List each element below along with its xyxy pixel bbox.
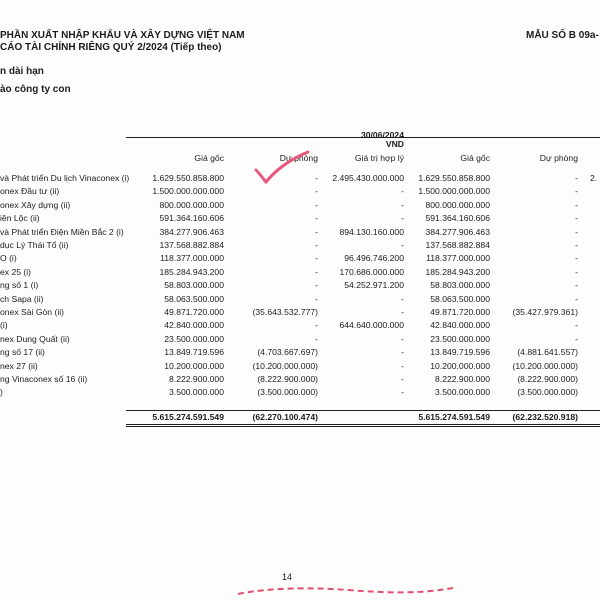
- column-header-cost-prior: Giá gốc: [460, 153, 490, 163]
- row-cell-c4: 185.284.943.200: [425, 267, 490, 277]
- row-cell-c3: -: [401, 240, 404, 250]
- form-code: MẪU SỐ B 09a-: [526, 30, 599, 41]
- row-label: onex Xây dựng (ii): [0, 200, 71, 210]
- row-cell-c5: -: [575, 240, 578, 250]
- row-cell-c2: -: [315, 253, 318, 263]
- row-cell-c1: 42.840.000.000: [164, 320, 224, 330]
- row-label: nex Dung Quất (ii): [0, 334, 70, 344]
- row-cell-c2: -: [315, 213, 318, 223]
- column-header-provision-prior: Dự phòng: [539, 153, 578, 163]
- row-cell-c5: -: [575, 334, 578, 344]
- total-provision: (62.270.100.474): [252, 412, 318, 422]
- row-cell-c3: 170.686.000.000: [339, 267, 404, 277]
- period-label: 30/06/2024: [360, 130, 404, 140]
- row-cell-c3: -: [401, 186, 404, 196]
- row-cell-c4: 3.500.000.000: [435, 387, 490, 397]
- row-cell-c2: -: [315, 320, 318, 330]
- row-cell-c3: -: [401, 347, 404, 357]
- total-cost-prior: 5.615.274.591.549: [418, 412, 490, 422]
- row-cell-c3: -: [401, 334, 404, 344]
- row-cell-c1: 23.500.000.000: [164, 334, 224, 344]
- row-cell-c1: 800.000.000.000: [159, 200, 224, 210]
- row-cell-c4: 58.063.500.000: [430, 294, 490, 304]
- section-subtitle: ào công ty con: [0, 84, 71, 95]
- currency-label: VND: [385, 139, 404, 149]
- row-label: ): [0, 387, 3, 397]
- row-cell-c5: (3.500.000.000): [517, 387, 578, 397]
- column-header-fair-value: Giá trị hợp lý: [354, 153, 404, 163]
- total-bottom-rule: [126, 424, 600, 425]
- row-cell-c5: (8.222.900.000): [517, 374, 578, 384]
- row-cell-c1: 118.377.000.000: [160, 253, 224, 263]
- row-cell-c4: 58.803.000.000: [430, 280, 490, 290]
- row-cell-c3: -: [401, 374, 404, 384]
- row-cell-c4: 8.222.900.000: [435, 374, 490, 384]
- row-cell-c5: -: [575, 186, 578, 196]
- row-cell-c5: -: [575, 173, 578, 183]
- row-label: ng số 17 (ii): [0, 347, 45, 357]
- row-cell-c4: 384.277.906.463: [425, 227, 490, 237]
- row-cell-c4: 137.568.882.884: [425, 240, 490, 250]
- total-provision-prior: (62.232.520.918): [512, 412, 578, 422]
- row-cell-c5: -: [575, 213, 578, 223]
- row-cell-c1: 591.364.160.606: [159, 213, 224, 223]
- row-cell-c2: -: [315, 200, 318, 210]
- total-top-rule: [126, 410, 600, 411]
- row-cell-c3: 644.640.000.000: [339, 320, 404, 330]
- row-cell-c2: -: [315, 280, 318, 290]
- row-cell-c2: -: [315, 267, 318, 277]
- row-label: onex Đầu tư (ii): [0, 186, 60, 196]
- row-label: O (i): [0, 253, 17, 263]
- row-cell-c3: 96.496.746.200: [344, 253, 404, 263]
- row-cell-c5: -: [575, 267, 578, 277]
- row-cell-c2: (35.643.532.777): [252, 307, 318, 317]
- row-cell-c1: 49.871.720.000: [164, 307, 224, 317]
- row-cell-c5: -: [575, 253, 578, 263]
- row-cell-c4: 800.000.000.000: [425, 200, 490, 210]
- row-cell-c2: (8.222.900.000): [257, 374, 318, 384]
- row-cell-c1: 3.500.000.000: [169, 387, 224, 397]
- row-cell-c3: -: [401, 200, 404, 210]
- column-header-provision: Dự phòng: [279, 153, 318, 163]
- row-cell-c3: -: [401, 213, 404, 223]
- row-cell-c2: (10.200.000.000): [252, 361, 318, 371]
- row-cell-c4: 118.377.000.000: [426, 253, 490, 263]
- row-cell-c2: -: [315, 240, 318, 250]
- row-cell-c4: 13.849.719.596: [430, 347, 490, 357]
- row-cell-c2: -: [315, 294, 318, 304]
- row-label: và Phát triển Điện Miền Bắc 2 (i): [0, 227, 124, 237]
- row-cell-c5: -: [575, 280, 578, 290]
- row-cell-c2: (4.703.667.697): [257, 347, 318, 357]
- page-number: 14: [282, 572, 293, 582]
- row-label: ex 25 (i): [0, 267, 32, 277]
- row-cell-c1: 1.629.550.858.800: [152, 173, 224, 183]
- row-cell-c4: 49.871.720.000: [430, 307, 490, 317]
- company-name: PHẦN XUẤT NHẬP KHẨU VÀ XÂY DỰNG VIỆT NAM: [0, 30, 245, 41]
- row-cell-c3: 54.252.971.200: [344, 280, 404, 290]
- row-cell-c5: -: [575, 200, 578, 210]
- row-cell-c2: -: [315, 227, 318, 237]
- row-cell-c2: (3.500.000.000): [257, 387, 318, 397]
- row-cell-c1: 13.849.719.596: [164, 347, 224, 357]
- row-cell-c4: 1.629.550.858.800: [418, 173, 490, 183]
- row-cell-c4: 1.500.000.000.000: [418, 186, 490, 196]
- row-label: (i): [0, 320, 8, 330]
- row-cell-c4: 42.840.000.000: [430, 320, 490, 330]
- row-cell-c2: -: [315, 173, 318, 183]
- total-bottom-rule-2: [126, 426, 600, 427]
- row-cell-c3: -: [401, 307, 404, 317]
- stamp-mark-icon: [228, 582, 458, 600]
- row-cell-c2: -: [315, 186, 318, 196]
- row-cell-c5: (35.427.979.361): [512, 307, 578, 317]
- row-cell-c3: 894.130.160.000: [339, 227, 404, 237]
- row-cell-c6: 2.: [590, 173, 598, 183]
- row-cell-c1: 384.277.906.463: [159, 227, 224, 237]
- row-cell-c1: 58.803.000.000: [164, 280, 224, 290]
- row-cell-c2: -: [315, 334, 318, 344]
- row-label: và Phát triển Du lịch Vinaconex (i): [0, 173, 130, 183]
- row-cell-c1: 10.200.000.000: [164, 361, 224, 371]
- row-label: ng số 1 (i): [0, 280, 39, 290]
- row-cell-c1: 8.222.900.000: [169, 374, 224, 384]
- row-cell-c1: 58.063.500.000: [164, 294, 224, 304]
- row-cell-c3: -: [401, 361, 404, 371]
- row-cell-c5: (4.881.641.557): [517, 347, 578, 357]
- report-title: CÁO TÀI CHÍNH RIÊNG QUÝ 2/2024 (Tiếp theo): [0, 42, 222, 53]
- row-cell-c5: -: [575, 320, 578, 330]
- row-cell-c4: 10.200.000.000: [430, 361, 490, 371]
- row-cell-c5: (10.200.000.000): [512, 361, 578, 371]
- row-label: nex 27 (ii): [0, 361, 38, 371]
- row-cell-c4: 591.364.160.606: [425, 213, 490, 223]
- total-cost: 5.615.274.591.549: [152, 412, 224, 422]
- section-title: n dài hạn: [0, 66, 44, 77]
- row-cell-c3: -: [401, 387, 404, 397]
- row-label: ng Vinaconex số 16 (ii): [0, 374, 88, 384]
- row-label: dục Lý Thái Tổ (ii): [0, 240, 69, 250]
- row-cell-c3: -: [401, 294, 404, 304]
- row-label: onex Sài Gòn (ii): [0, 307, 65, 317]
- row-label: iên Lộc (ii): [0, 213, 40, 223]
- row-cell-c5: -: [575, 294, 578, 304]
- row-cell-c1: 185.284.943.200: [159, 267, 224, 277]
- pen-check-mark-icon: [252, 148, 312, 188]
- row-cell-c4: 23.500.000.000: [430, 334, 490, 344]
- row-cell-c1: 137.568.882.884: [159, 240, 224, 250]
- column-header-cost: Giá gốc: [194, 153, 224, 163]
- row-cell-c5: -: [575, 227, 578, 237]
- row-label: ch Sapa (ii): [0, 294, 44, 304]
- row-cell-c1: 1.500.000.000.000: [152, 186, 224, 196]
- row-cell-c3: 2.495.430.000.000: [332, 173, 404, 183]
